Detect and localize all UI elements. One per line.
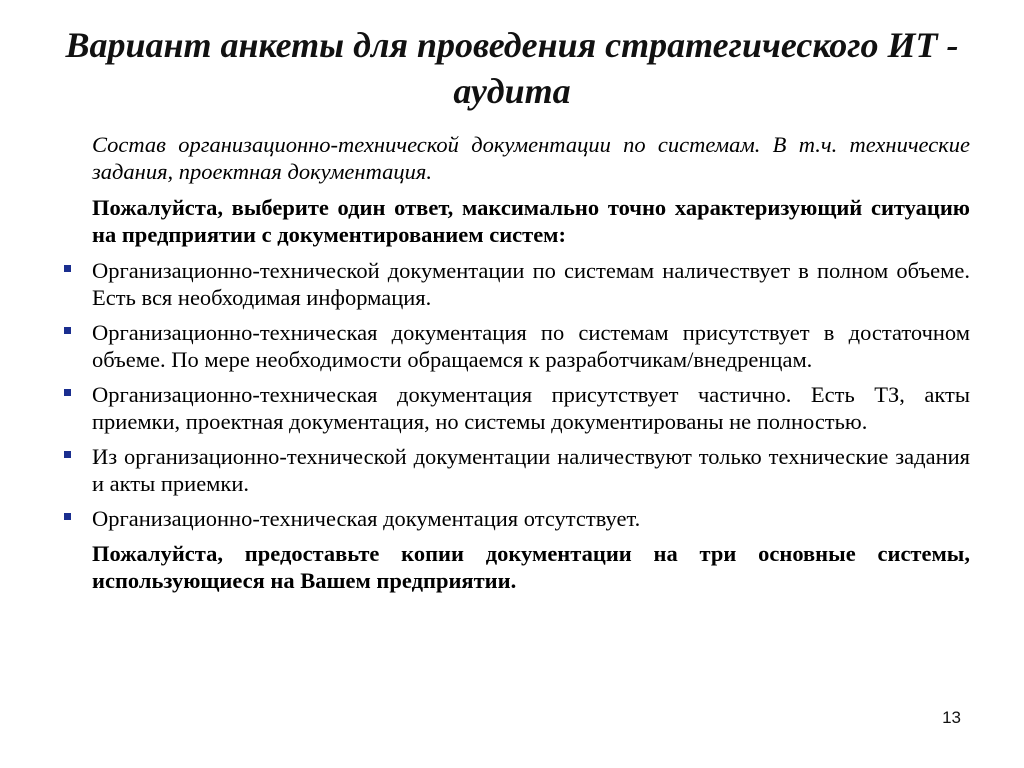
option-text: Из организационно-технической документации наличествуют только технические задания и акты приемки.	[92, 444, 970, 496]
option-text: Организационно-техническая документация присутствует частично. Есть ТЗ, акты приемки, проектная документация, но системы документированы не полностью.	[92, 382, 970, 434]
option-item	[92, 443, 970, 497]
slide-title: Вариант анкеты для проведения стратегического ИТ - аудита	[65, 25, 959, 111]
request-text: Пожалуйста, предоставьте копии документации на три основные системы, использующиеся на Вашем предприятии.	[92, 541, 970, 593]
option-text: Организационно-техническая документация отсутствует.	[92, 506, 641, 531]
slide-content	[92, 131, 970, 603]
option-text: Организационно-техническая документация по системам присутствует в достаточном объеме. По мере необходимости обращаемся к разработчикам/внедренцам.	[92, 320, 970, 372]
option-item	[92, 381, 970, 435]
square-bullet-icon	[64, 513, 71, 520]
option-item	[92, 505, 970, 532]
intro-text: Состав организационно-технической документации по системам. В т.ч. технические задания, проектная документация.	[92, 132, 970, 184]
square-bullet-icon	[64, 389, 71, 396]
square-bullet-icon	[64, 265, 71, 272]
option-item	[92, 257, 970, 311]
square-bullet-icon	[64, 451, 71, 458]
square-bullet-icon	[64, 327, 71, 334]
instruction-text: Пожалуйста, выберите один ответ, максимально точно характеризующий ситуацию на предприятии с документированием систем:	[92, 195, 970, 247]
option-text: Организационно-технической документации по системам наличествует в полном объеме. Есть вся необходимая информация.	[92, 258, 970, 310]
option-item	[92, 319, 970, 373]
page-number: 13	[942, 708, 961, 727]
